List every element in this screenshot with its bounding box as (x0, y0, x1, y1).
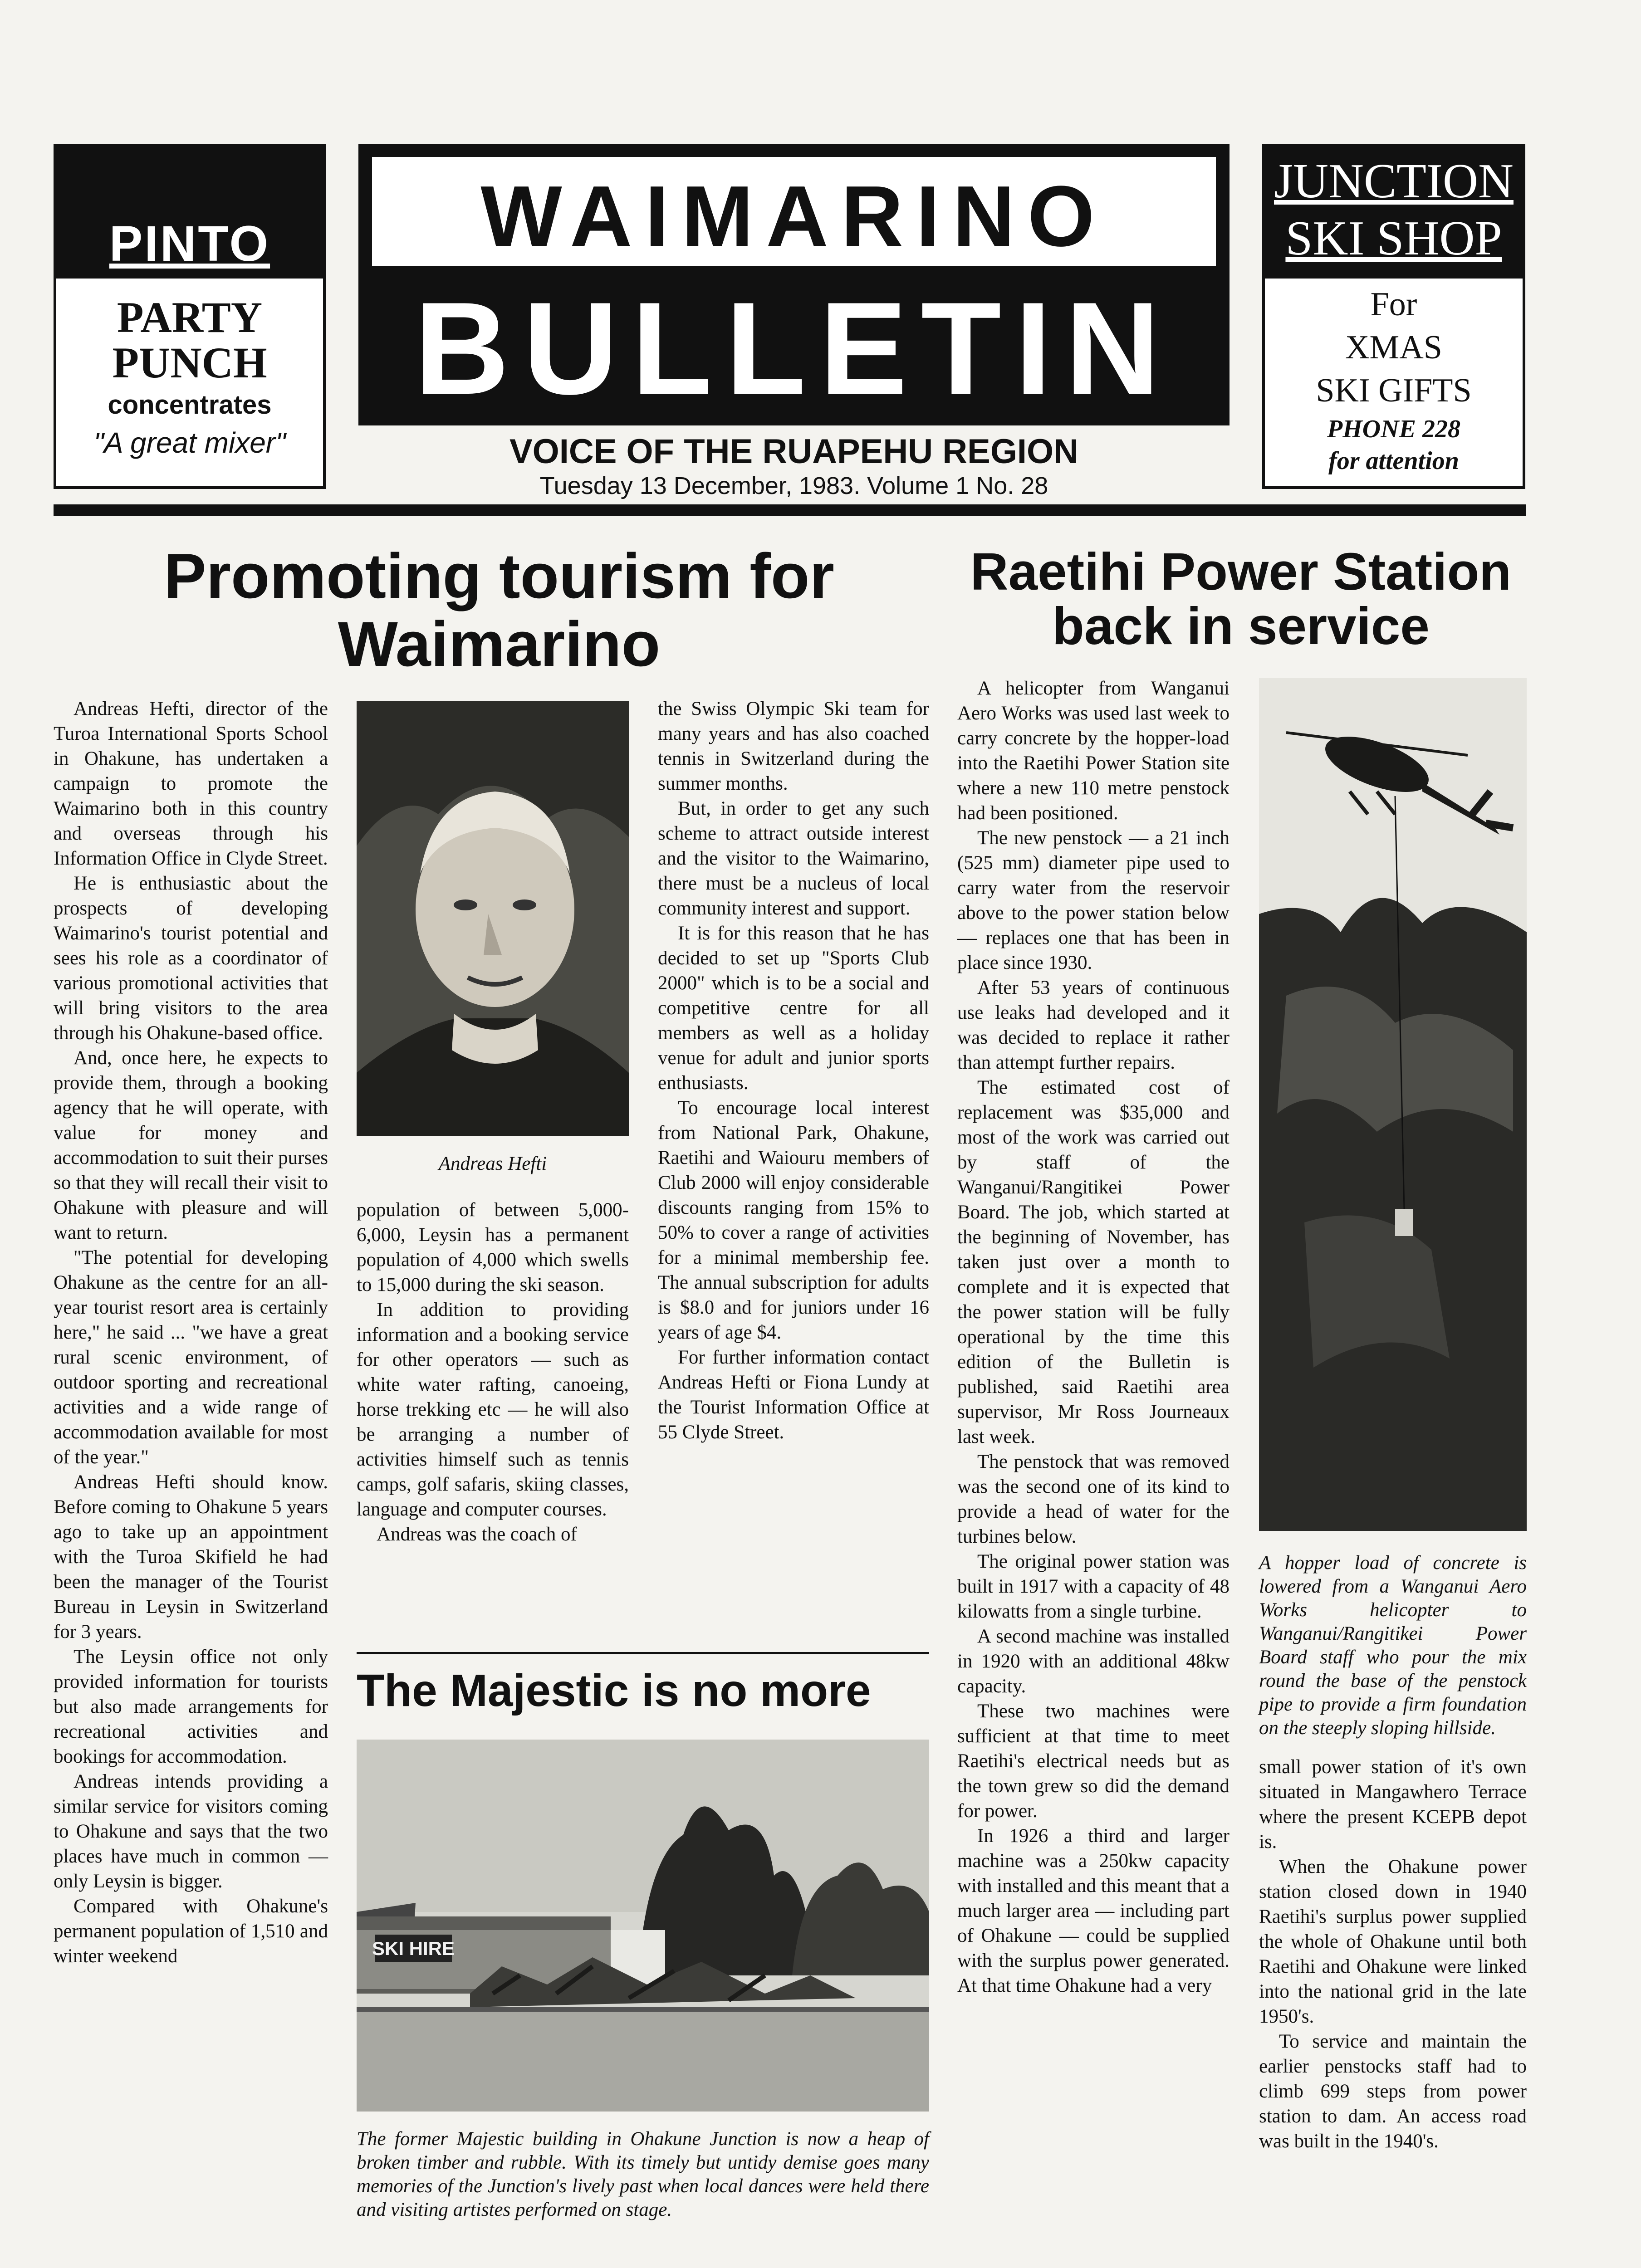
masthead-top-panel (372, 157, 1216, 266)
paragraph: The Leysin office not only provided information for tourists but also made arrangements for recreational activities and bookings for accommodation. (54, 1646, 328, 1767)
ski-shop-attention: for attention (1328, 447, 1459, 475)
paragraph: For further information contact Andreas Hefti or Fiona Lundy at the Tourist Information Office at 55 Clyde Street. (658, 1347, 929, 1443)
paragraph: Andreas intends providing a similar service for visitors coming to Ohakune and says that the two places have much in common — only Leysin is bigger. (54, 1771, 328, 1892)
helicopter-photo (1259, 678, 1527, 1531)
paragraph: But, in order to get any such scheme to attract outside interest and the visitor to the Waimarino, there must be a nucleus of local community interest and support. (658, 798, 929, 919)
ski-shop-line-for: For (1370, 286, 1417, 323)
tourism-column-1 (54, 696, 328, 2252)
junction-ski-shop-ad (1262, 144, 1525, 489)
paragraph: "The potential for developing Ohakune as the centre for an all-year tourist resort area is certainly here," he said ... "we have a great rural scenic environment, of outdoor sporting and recreational activities and a wide range of accommodation available for most of the year." (54, 1247, 328, 1468)
paragraph: Andreas Hefti should know. Before coming to Ohakune 5 years ago to take up an appointment with the Turoa Skifield he had been the manager of the Tourist Bureau in Leysin in Switzerland for 3 years. (54, 1471, 328, 1642)
portrait-image (357, 701, 629, 1136)
masthead-rule (54, 504, 1526, 516)
ski-shop-title2: SKI SHOP (1285, 211, 1502, 265)
masthead-banner (358, 144, 1230, 425)
paragraph: The estimated cost of replacement was $35,000 and most of the work was carried out by staff of the Wanganui/Rangitikei Power Board. The job, which started at the beginning of November, has taken just over a month to complete and it is expected that the power station will be fully operational by the time this edition of the Bulletin is published, said Raetihi area supervisor, Mr Ross Journeaux last week. (957, 1077, 1230, 1447)
paragraph: In 1926 a third and larger machine was a 250kw capacity with installed and this meant that a much larger area — including part of Ohakune — could be supplied with the surplus power generated. At that time Ohakune had a very (957, 1825, 1230, 1996)
paragraph: The penstock that was removed was the second one of its kind to provide a head of water for the turbines below. (957, 1451, 1230, 1547)
paragraph: A second machine was installed in 1920 with an additional 48kw capacity. (957, 1626, 1230, 1697)
tagline: VOICE OF THE RUAPEHU REGION (509, 432, 1079, 471)
paragraph: A helicopter from Wanganui Aero Works was used last week to carry concrete by the hopper-load into the Raetihi Power Station site where a new 110 metre penstock had been positioned. (957, 678, 1230, 824)
paragraph: To service and maintain the earlier penstocks staff had to climb 699 steps from power station to dam. An access road was built in the 1940's. (1259, 2031, 1527, 2152)
pinto-line-mixer: "A great mixer" (93, 426, 286, 459)
tourism-column-2 (357, 1198, 629, 1651)
pinto-ad-brand-bar (56, 147, 323, 279)
paragraph: In addition to providing information and a booking service for other operators — such as white water rafting, canoeing, horse trekking etc — he will also be arranging a number of activities himself such as tennis camps, golf safaris, skiing classes, language and computer courses. (357, 1299, 629, 1520)
paragraph: The new penstock — a 21 inch (525 mm) diameter pipe used to carry water from the reservoir above to the power station below — replaces one that has been in place since 1930. (957, 827, 1230, 973)
paragraph: Andreas was the coach of (377, 1524, 577, 1545)
paragraph: The original power station was built in 1917 with a capacity of 48 kilowatts from a single turbine. (957, 1551, 1230, 1622)
paragraph: population of between 5,000-6,000, Leysin has a permanent population of 4,000 which swells to 15,000 during the ski season. (357, 1199, 629, 1295)
pinto-line-punch: PUNCH (112, 338, 267, 387)
pinto-line-party: PARTY (117, 293, 263, 342)
paper-name-top: WAIMARINO (480, 168, 1107, 264)
paragraph: When the Ohakune power station closed down in 1940 Raetihi's surplus power supplied the whole of Ohakune until both Raetihi and Ohakune were linked into the national grid in the late 1950's. (1259, 1856, 1527, 2027)
paragraph: These two machines were sufficient at that time to meet Raetihi's electrical needs but as the town grew so did the demand for power. (957, 1701, 1230, 1822)
ski-hire-sign: SKI HIRE (372, 1938, 455, 1959)
power-column-2 (1259, 1755, 1527, 2253)
majestic-divider (357, 1652, 929, 1654)
photo-caption-hefti: Andreas Hefti (438, 1153, 547, 1174)
ski-shop-title1: JUNCTION (1274, 154, 1514, 208)
tourism-column-3 (658, 696, 929, 1649)
majestic-ruins-image (357, 1740, 929, 2112)
pinto-ad (54, 144, 326, 489)
photo-caption-majestic: The former Majestic building in Ohakune Junction is now a heap of broken timber and rubble. With its timely but untidy demise goes many memories of the Junction's lively past when local dances were held there and visiting artistes performed on stage. (357, 2128, 929, 2220)
photo-caption-helicopter: A hopper load of concrete is lowered from a Wanganui Aero Works helicopter to Wanganui/Rangitikei Power Board staff who pour the mix round the base of the penstock pipe to provide a firm foundation on the steeply sloping hillside. (1259, 1552, 1527, 1739)
paragraph: small power station of it's own situated in Mangawhero Terrace where the present KCEPB depot is. (1259, 1756, 1527, 1853)
ski-shop-line-gifts: SKI GIFTS (1316, 372, 1472, 409)
paragraph: It is for this reason that he has decided to set up "Sports Club 2000" which is to be a social and competitive centre for all members as well as a holiday venue for adult and junior sports enthusiasts. (658, 923, 929, 1094)
dateline: Tuesday 13 December, 1983. Volume 1 No. 28 (539, 472, 1048, 499)
headline-majestic: The Majestic is no more (357, 1665, 871, 1716)
paragraph: He is enthusiastic about the prospects of developing Waimarino's tourist potential and sees his role as a coordinator of various promotional activities that will bring visitors to the area through his Ohakune-based office. (54, 873, 328, 1044)
helicopter-image (1259, 678, 1527, 1531)
paragraph: Compared with Ohakune's permanent population of 1,510 and winter weekend (54, 1896, 328, 1967)
ski-shop-line-xmas: XMAS (1345, 329, 1442, 366)
headline-tourism: Promoting tourism for Waimarino (164, 540, 834, 679)
pinto-line-concentrates: concentrates (108, 390, 272, 420)
majestic-ruins-photo (357, 1740, 929, 2112)
headline-power-station: Raetihi Power Station back in service (970, 542, 1512, 655)
andreas-hefti-photo (357, 701, 629, 1136)
paragraph: And, once here, he expects to provide them, through a booking agency that he will operate, with value for money and accommodation to suit their purses so that they will recall their visit to Ohakune with pleasure and will want to return. (54, 1047, 328, 1243)
paragraph: Andreas Hefti, director of the Turoa International Sports School in Ohakune, has undertaken a campaign to promote the Waimarino both in this country and overseas through his Information Office in Clyde Street. (54, 698, 328, 869)
paragraph: the Swiss Olympic Ski team for many years and has also coached tennis in Switzerland during the summer months. (658, 698, 929, 794)
paragraph: After 53 years of continuous use leaks had developed and it was decided to replace it rather than attempt further repairs. (957, 977, 1230, 1073)
ski-shop-title-bar (1265, 147, 1523, 279)
ski-shop-phone: PHONE 228 (1327, 415, 1460, 443)
paper-name-bottom: BULLETIN (414, 275, 1174, 422)
paragraph: To encourage local interest from National Park, Ohakune, Raetihi and Waiouru members of Club 2000 will enjoy considerable discounts ranging from 15% to 50% to cover a range of activities for a minimal membership fee. The annual subscription for adults is $8.0 and for juniors under 16 years of age $4. (658, 1097, 929, 1343)
power-column-1 (957, 676, 1230, 2263)
pinto-brand: PINTO (109, 216, 270, 272)
